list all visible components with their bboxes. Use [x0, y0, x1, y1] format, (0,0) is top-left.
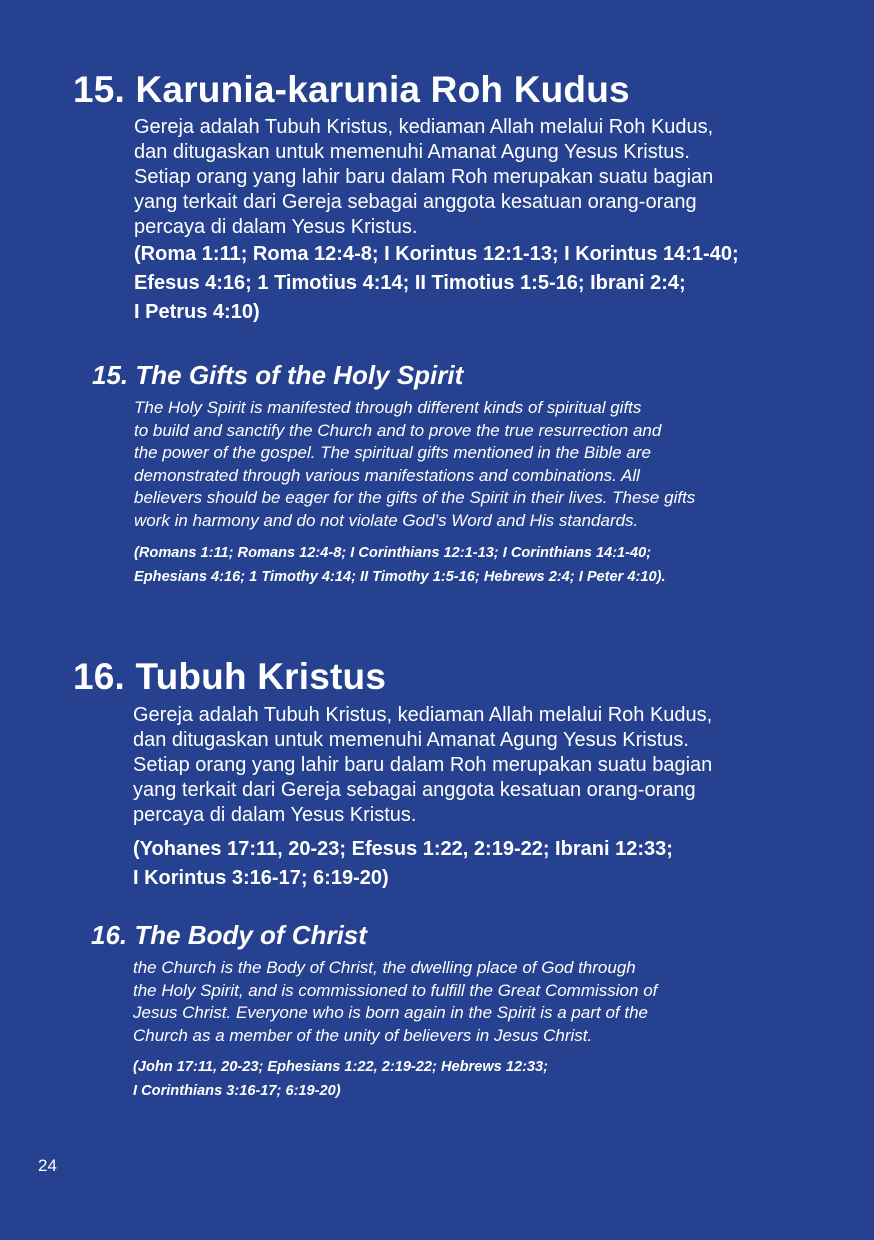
body-line: percaya di dalam Yesus Kristus.: [133, 804, 417, 826]
body-line: the Holy Spirit, and is commissioned to fulfill the Great Commission of: [133, 980, 658, 1000]
ref-line: Efesus 4:16; 1 Timotius 4:14; II Timotius 1:5-16; Ibrani 2:4;: [134, 272, 686, 294]
section-15-refs-id: [134, 240, 739, 327]
ref-line: (Roma 1:11; Roma 12:4-8; I Korintus 12:1-13; I Korintus 14:1-40;: [134, 243, 739, 265]
body-line: Setiap orang yang lahir baru dalam Roh merupakan suatu bagian: [133, 754, 713, 776]
section-15-body-id: [134, 115, 713, 240]
body-line: Gereja adalah Tubuh Kristus, kediaman Allah melalui Roh Kudus,: [134, 116, 714, 138]
body-line: Gereja adalah Tubuh Kristus, kediaman Allah melalui Roh Kudus,: [133, 704, 713, 726]
body-line: percaya di dalam Yesus Kristus.: [134, 216, 418, 238]
section-16-heading-en: 16. The Body of Christ: [91, 920, 367, 950]
ref-line: (Yohanes 17:11, 20-23; Efesus 1:22, 2:19-22; Ibrani 12:33;: [133, 838, 673, 860]
section-16-heading-id: 16. Tubuh Kristus: [73, 656, 387, 697]
section-15-heading-id: 15. Karunia-karunia Roh Kudus: [73, 69, 630, 110]
body-line: work in harmony and do not violate God’s Word and His standards.: [134, 510, 639, 530]
body-line: dan ditugaskan untuk memenuhi Amanat Agung Yesus Kristus.: [134, 141, 690, 163]
body-line: the power of the gospel. The spiritual gifts mentioned in the Bible are: [134, 443, 651, 463]
body-line: Setiap orang yang lahir baru dalam Roh merupakan suatu bagian: [134, 166, 714, 188]
section-16-refs-id: [133, 835, 673, 893]
section-16-body-id: [133, 703, 712, 828]
section-16-refs-en: [133, 1055, 548, 1103]
ref-line: (John 17:11, 20-23; Ephesians 1:22, 2:19-22; Hebrews 12:33;: [133, 1059, 549, 1075]
body-line: demonstrated through various manifestations and combinations. All: [134, 465, 640, 485]
body-line: dan ditugaskan untuk memenuhi Amanat Agung Yesus Kristus.: [133, 729, 689, 751]
ref-line: Ephesians 4:16; 1 Timothy 4:14; II Timothy 1:5-16; Hebrews 2:4; I Peter 4:10).: [134, 569, 666, 585]
body-line: The Holy Spirit is manifested through different kinds of spiritual gifts: [134, 398, 642, 417]
section-16-body-en: [133, 957, 657, 1047]
page-number: 24: [38, 1156, 57, 1175]
body-line: yang terkait dari Gereja sebagai anggota kesatuan orang-orang: [134, 191, 697, 213]
ref-line: (Romans 1:11; Romans 12:4-8; I Corinthians 12:1-13; I Corinthians 14:1-40;: [134, 545, 652, 561]
body-line: believers should be eager for the gifts of the Spirit in their lives. These gifts: [134, 488, 696, 508]
body-line: the Church is the Body of Christ, the dwelling place of God through: [133, 958, 636, 977]
body-line: Jesus Christ. Everyone who is born again in the Spirit is a part of the: [133, 1003, 648, 1023]
body-line: Church as a member of the unity of believers in Jesus Christ.: [133, 1025, 593, 1045]
body-line: to build and sanctify the Church and to prove the true resurrection and: [134, 420, 662, 440]
section-15-heading-en: 15. The Gifts of the Holy Spirit: [92, 360, 464, 390]
section-15-body-en: [134, 397, 695, 533]
ref-line: I Corinthians 3:16-17; 6:19-20): [133, 1083, 341, 1099]
ref-line: I Korintus 3:16-17; 6:19-20): [133, 867, 389, 889]
body-line: yang terkait dari Gereja sebagai anggota kesatuan orang-orang: [133, 779, 696, 801]
ref-line: I Petrus 4:10): [134, 301, 260, 323]
section-15-refs-en: [134, 541, 666, 589]
